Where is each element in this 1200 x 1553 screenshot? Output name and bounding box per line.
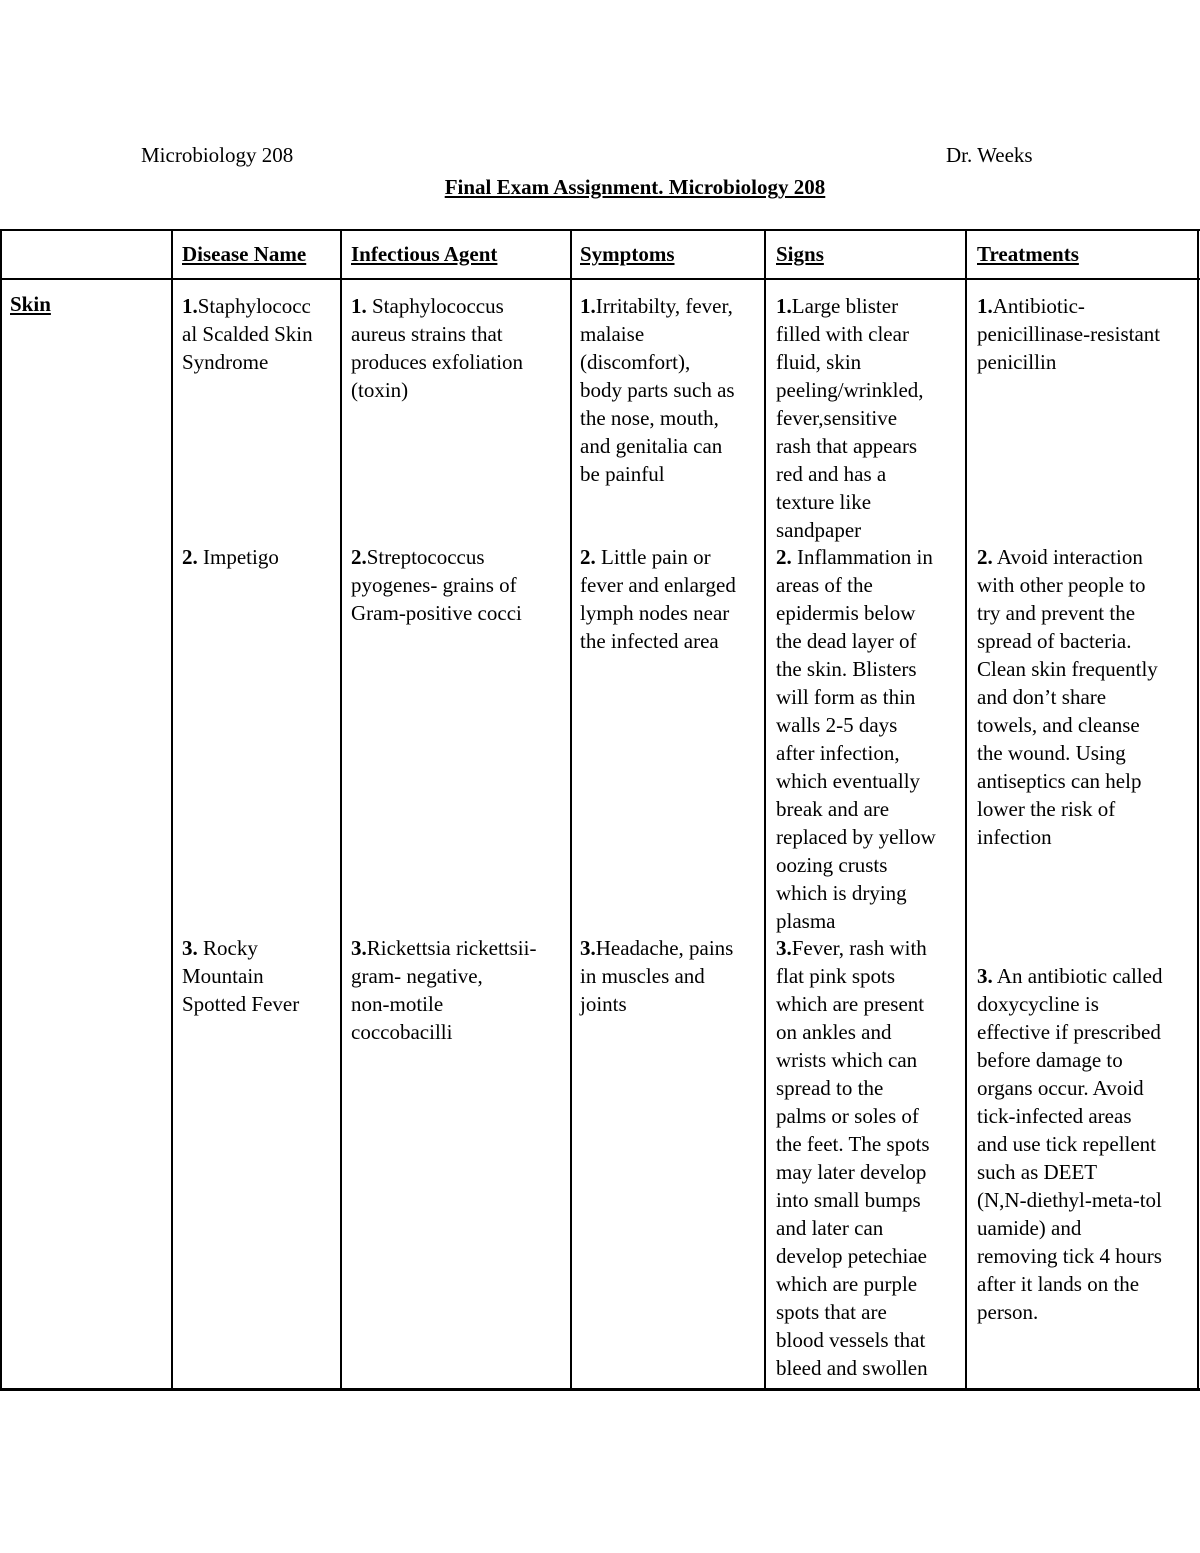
symptoms-cell	[580, 543, 736, 655]
treatments-text: Antibiotic- penicillinase-resistant penicillin	[977, 294, 1161, 374]
signs-cell	[776, 292, 924, 544]
entry-number: 2.	[977, 545, 993, 569]
signs-text: Inflammation in areas of the epidermis below the dead layer of the skin. Blisters will form as thin walls 2-5 days after infection, which eventually break and are replaced by yellow oozing crusts which is drying plasma	[776, 545, 936, 933]
column-divider	[171, 229, 173, 1391]
disease-name: Impetigo	[197, 545, 279, 569]
table-top-border	[0, 229, 1200, 231]
infectious-agent-cell	[351, 934, 536, 1046]
entry-number: 1.	[351, 294, 367, 318]
entry-number: 3.	[776, 936, 792, 960]
column-divider	[0, 229, 2, 1391]
entry-number: 2.	[776, 545, 792, 569]
column-divider	[570, 229, 572, 1391]
disease-name-cell	[182, 934, 299, 1018]
entry-number: 2.	[182, 545, 198, 569]
symptoms-text: Headache, pains in muscles and joints	[580, 936, 734, 1016]
column-divider	[340, 229, 342, 1391]
table-bottom-border	[0, 1388, 1200, 1391]
infectious-agent-cell	[351, 543, 522, 627]
signs-cell	[776, 543, 936, 935]
disease-name-cell	[182, 543, 279, 571]
column-divider	[764, 229, 766, 1391]
treatments-cell	[977, 543, 1158, 851]
disease-name-cell	[182, 292, 313, 376]
course-name: Microbiology 208	[141, 143, 294, 167]
signs-cell	[776, 934, 930, 1382]
infectious-agent-cell	[351, 292, 523, 404]
symptoms-text: Irritabilty, fever, malaise (discomfort), body parts such as the nose, mouth, and genitalia can be painful	[580, 294, 735, 486]
treatments-cell	[977, 962, 1162, 1326]
treatments-text: An antibiotic called doxycycline is effective if prescribed before damage to organs occur. Avoid tick-infected areas and use tick repellent such as DEET (N,N-diethyl-meta-tol uamide) and removing tick 4 hours after it lands on the person.	[977, 964, 1163, 1324]
column-header-disease-name: Disease Name	[182, 242, 307, 266]
disease-name: Staphylococc al Scalded Skin Syndrome	[182, 294, 313, 374]
entry-number: 1.	[580, 294, 596, 318]
header-row-divider	[0, 278, 1200, 280]
column-header-signs: Signs	[776, 242, 824, 266]
entry-number: 2.	[580, 545, 596, 569]
row-label-skin: Skin	[10, 292, 51, 316]
symptoms-cell	[580, 934, 733, 1018]
entry-number: 3.	[182, 936, 198, 960]
column-header-symptoms: Symptoms	[580, 242, 675, 266]
infectious-agent: Rickettsia rickettsii- gram- negative, non-motile coccobacilli	[351, 936, 537, 1044]
entry-number: 1.	[977, 294, 993, 318]
symptoms-text: Little pain or fever and enlarged lymph nodes near the infected area	[580, 545, 736, 653]
entry-number: 1.	[776, 294, 792, 318]
treatments-cell	[977, 292, 1160, 376]
column-divider	[1197, 229, 1199, 1391]
instructor-name: Dr. Weeks	[946, 143, 1033, 167]
document-title: Final Exam Assignment. Microbiology 208	[444, 175, 826, 199]
entry-number: 2.	[351, 545, 367, 569]
treatments-text: Avoid interaction with other people to try and prevent the spread of bacteria. Clean skin frequently and don’t share towels, and cleanse the wound. Using antiseptics can help lower the risk of infection	[977, 545, 1158, 849]
signs-text: Fever, rash with flat pink spots which are present on ankles and wrists which can spread to the palms or soles of the feet. The spots may later develop into small bumps and later can develop petechiae which are purple spots that are blood vessels that bleed and swollen	[776, 936, 930, 1380]
infectious-agent: Streptococcus pyogenes- grains of Gram-positive cocci	[351, 545, 522, 625]
column-divider	[965, 229, 967, 1391]
entry-number: 1.	[182, 294, 198, 318]
symptoms-cell	[580, 292, 735, 488]
infectious-agent: Staphylococcus aureus strains that produces exfoliation (toxin)	[351, 294, 524, 402]
disease-name: Rocky Mountain Spotted Fever	[182, 936, 300, 1016]
column-header-infectious-agent: Infectious Agent	[351, 242, 498, 266]
entry-number: 3.	[977, 964, 993, 988]
entry-number: 3.	[580, 936, 596, 960]
entry-number: 3.	[351, 936, 367, 960]
column-header-treatments: Treatments	[977, 242, 1079, 266]
signs-text: Large blister filled with clear fluid, skin peeling/wrinkled, fever,sensitive rash that appears red and has a texture like sandpaper	[776, 294, 924, 542]
